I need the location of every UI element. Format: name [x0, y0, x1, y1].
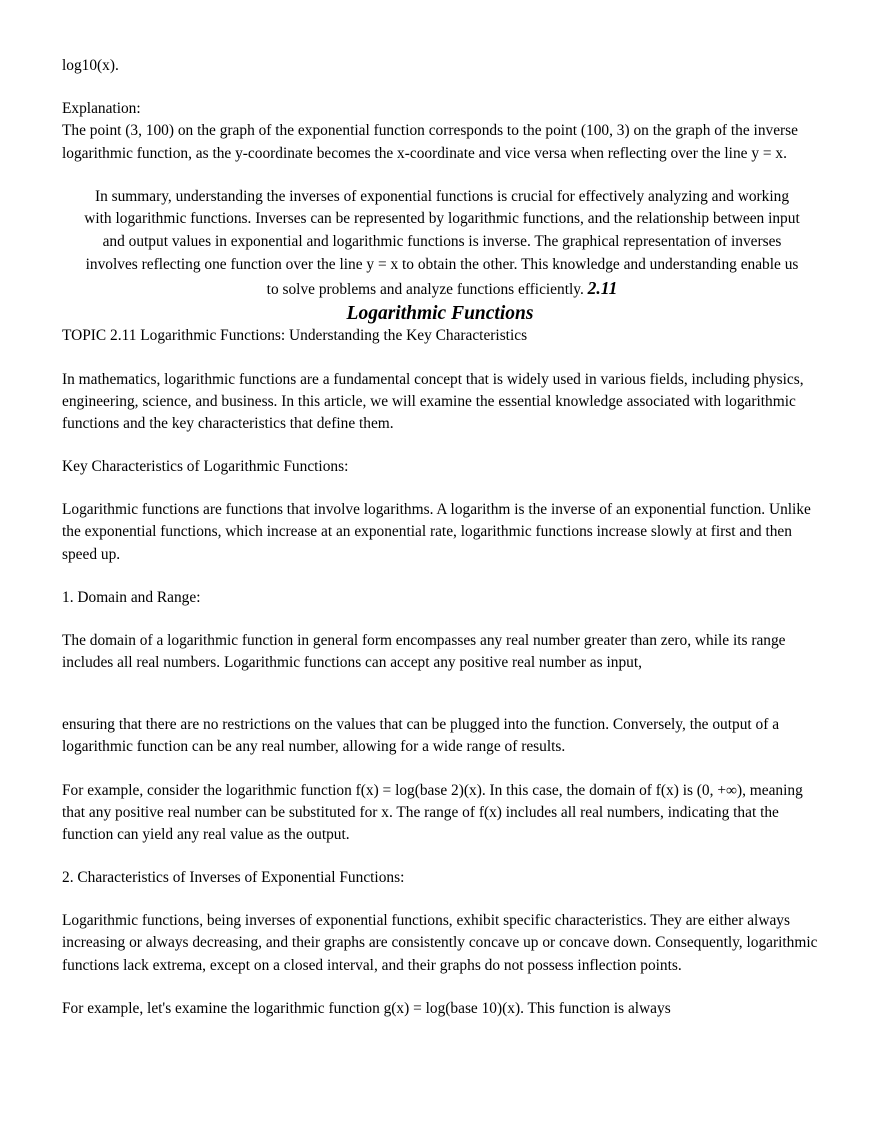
- explanation-heading: Explanation:: [62, 100, 141, 118]
- spacer: [62, 566, 818, 587]
- paragraph-intro: In mathematics, logarithmic functions are a fundamental concept that is widely used in various fields, including physics, engineering, science, and business. In this article, we will examine the essential knowledge associated with logarithmic functions and the key characteristics that define them.: [62, 370, 804, 432]
- heading-inverses: 2. Characteristics of Inverses of Exponential Functions:: [62, 869, 405, 887]
- spacer: [62, 889, 818, 910]
- heading-key-characteristics: Key Characteristics of Logarithmic Functions:: [62, 458, 349, 476]
- section-title: Logarithmic Functions: [346, 302, 534, 324]
- spacer: [62, 348, 818, 369]
- paragraph-domain-range-1: The domain of a logarithmic function in general form encompasses any real number greater than zero, while its range includes all real numbers. Logarithmic functions can accept any positive real number as input,: [62, 631, 786, 672]
- paragraph-domain-range-2: ensuring that there are no restrictions on the values that can be plugged into the function. Conversely, the output of a logarithmic function can be any real number, allowing for a wide range of results.: [62, 716, 780, 756]
- spacer: [62, 478, 818, 499]
- heading-domain-range: 1. Domain and Range:: [62, 588, 201, 606]
- spacer: [62, 165, 818, 186]
- spacer: [62, 435, 818, 456]
- spacer: [62, 674, 818, 714]
- paragraph-example-g: For example, let's examine the logarithmic function g(x) = log(base 10)(x). This function is always: [62, 999, 671, 1017]
- document-body: [62, 55, 818, 1020]
- paragraph-example-f: For example, consider the logarithmic function f(x) = log(base 2)(x). In this case, the domain of f(x) is (0, +∞), meaning that any positive real number can be substituted for x. The range of f(x) includes all real numbers, indicating that the function can yield any real value as the output.: [62, 781, 803, 843]
- spacer: [62, 759, 818, 780]
- explanation-body: The point (3, 100) on the graph of the exponential function corresponds to the point (100, 3) on the graph of the inverse logarithmic function, as the y-coordinate becomes the x-coordinate and vice versa when reflecting over the line y = x.: [62, 122, 798, 162]
- spacer: [62, 977, 818, 998]
- paragraph-log-definition: Logarithmic functions are functions that involve logarithms. A logarithm is the inverse of an exponential function. Unlike the exponential functions, which increase at an exponential rate, logarithmic functions increase slowly at first and then speed up.: [62, 501, 811, 563]
- spacer: [62, 846, 818, 867]
- spacer: [62, 609, 818, 630]
- topic-line: TOPIC 2.11 Logarithmic Functions: Understanding the Key Characteristics: [62, 327, 528, 345]
- paragraph-inverses-body: Logarithmic functions, being inverses of exponential functions, exhibit specific characteristics. They are either always increasing or always decreasing, and their graphs are consistently concave up or concave down. Consequently, logarithmic functions lack extrema, except on a closed interval, and their graphs do not possess inflection points.: [62, 912, 818, 974]
- spacer: [62, 77, 818, 98]
- section-number: 2.11: [587, 278, 618, 299]
- summary-paragraph: [62, 186, 818, 302]
- top-fragment-text: log10(x).: [62, 57, 119, 74]
- summary-text: In summary, understanding the inverses of exponential functions is crucial for effectively analyzing and working with logarithmic functions. Inverses can be represented by logarithmic functions, and the relationship between input and output values in exponential and logarithmic functions is inverse. The graphical representation of inverses involves reflecting one function over the line y = x to obtain the other. This knowledge and understanding enable us to solve problems and analyze functions efficiently.: [84, 187, 800, 299]
